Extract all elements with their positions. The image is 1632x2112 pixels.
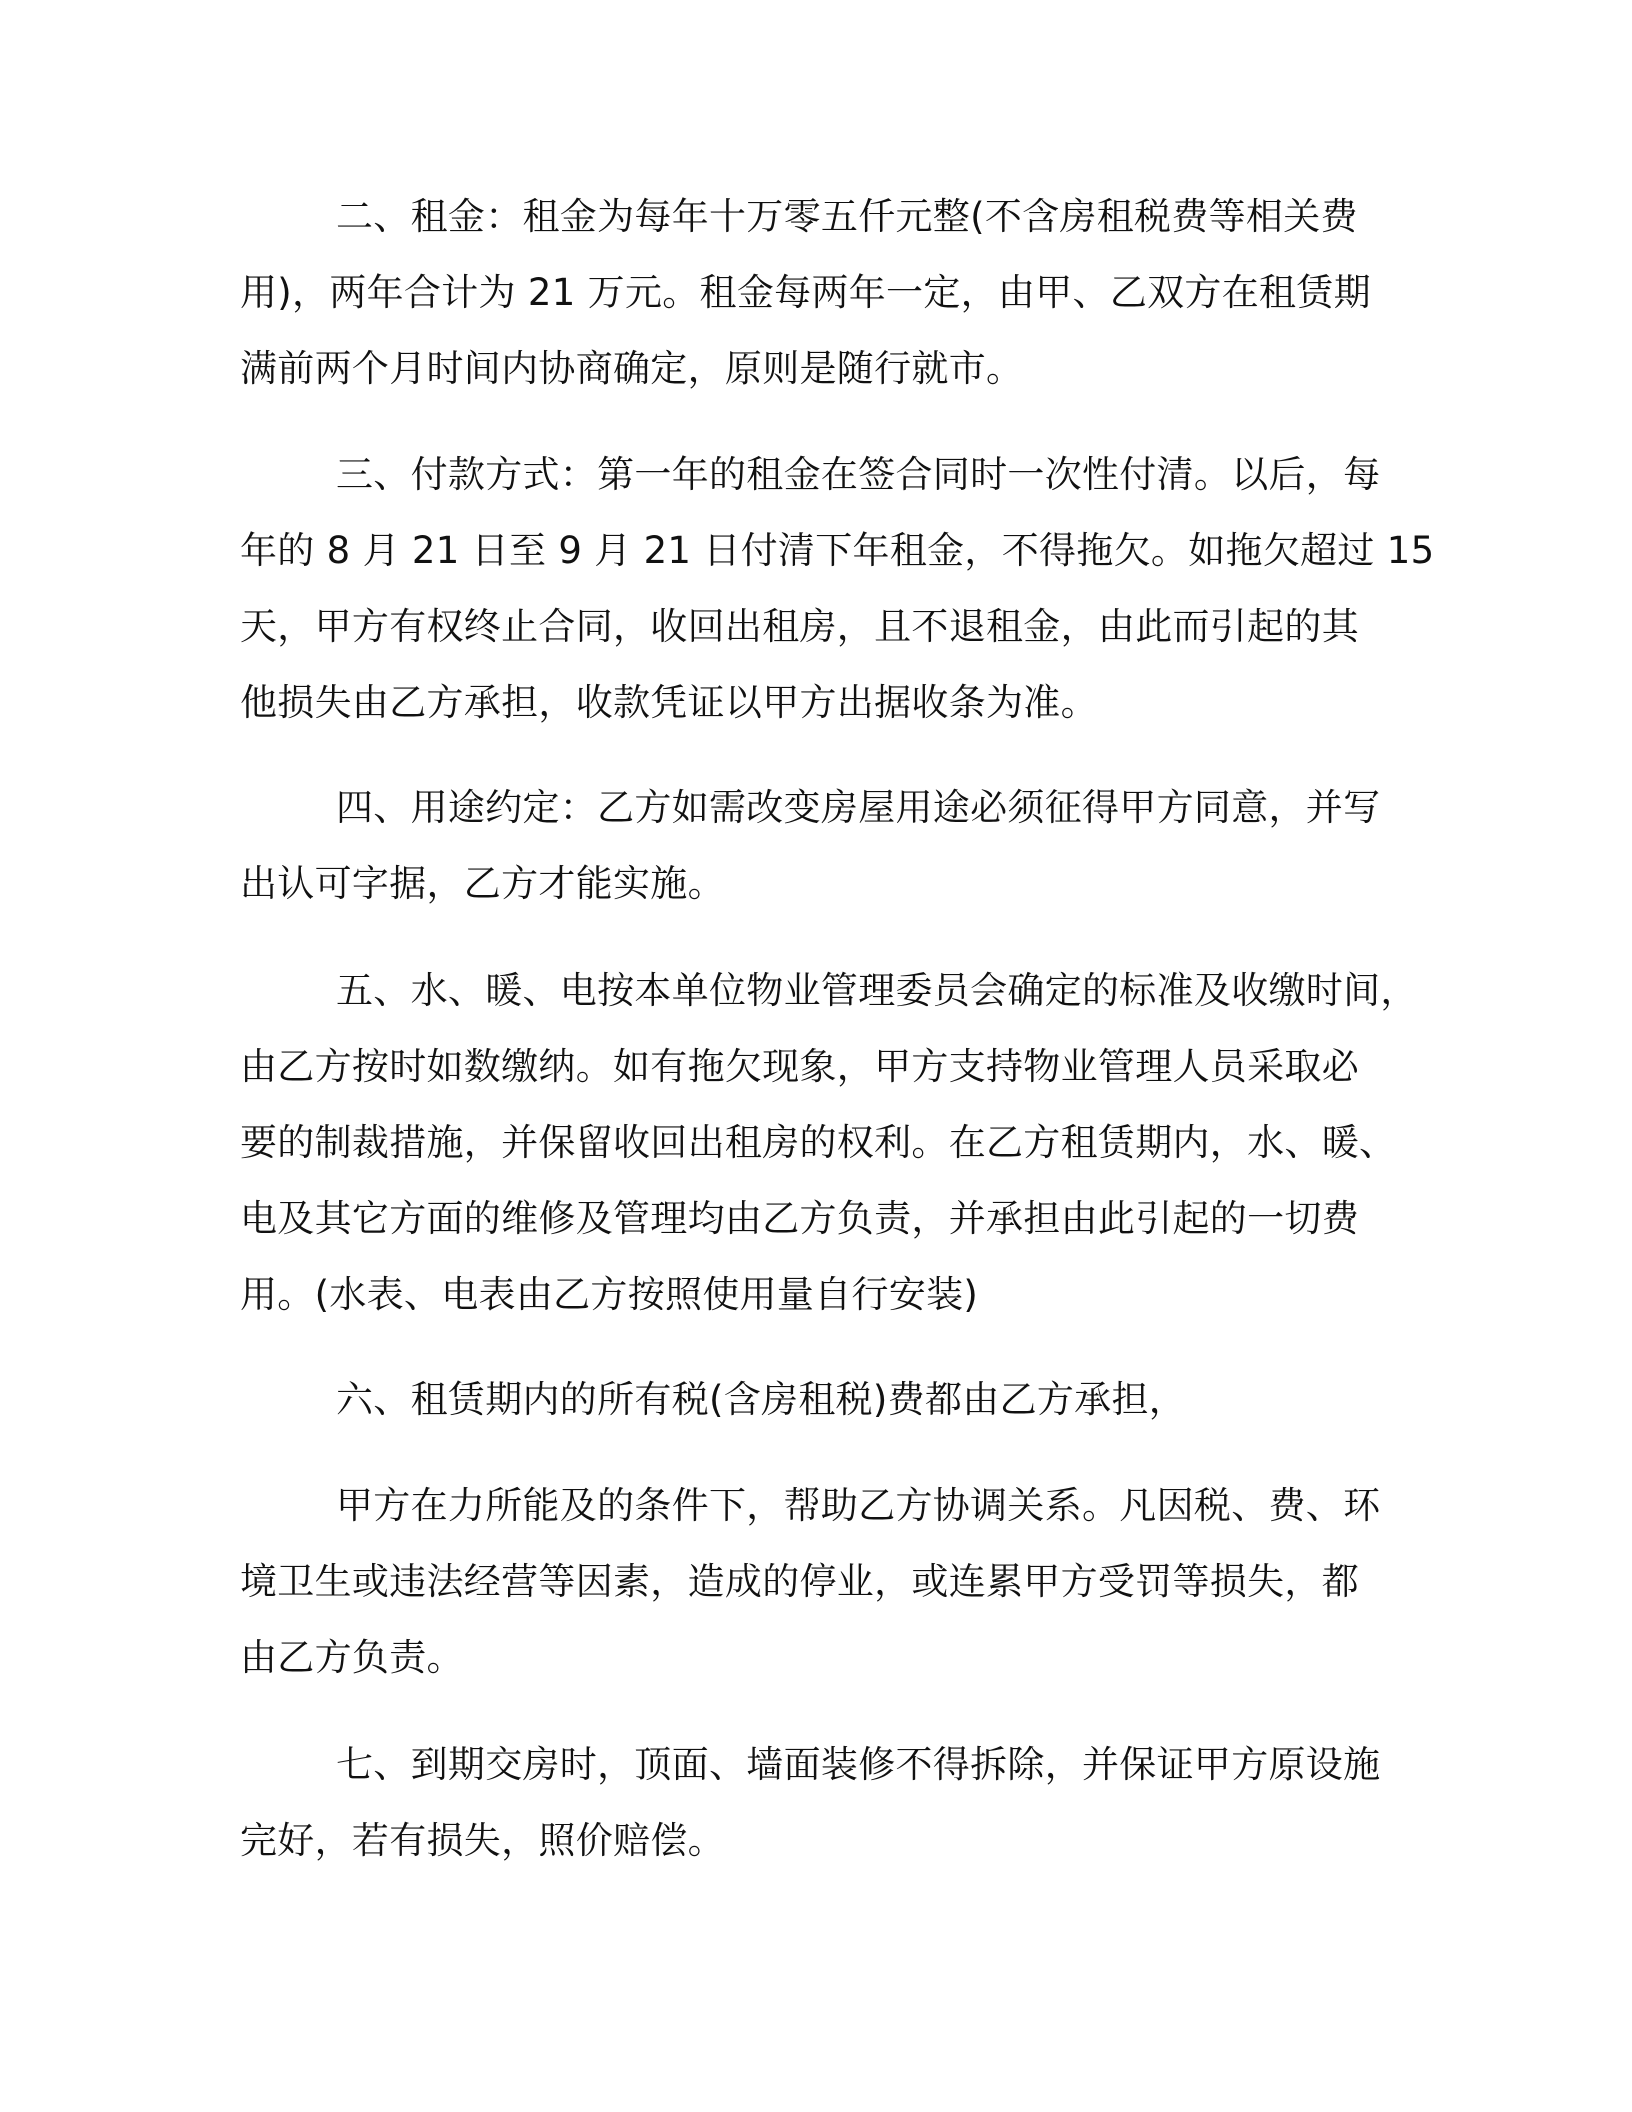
clause-utilities	[240, 953, 1418, 1333]
clause-line: 三、付款方式：第一年的租金在签合同时一次性付清。以后，每	[336, 453, 1381, 496]
clause-line: 二、租金：租金为每年十万零五仟元整(不含房租税费等相关费	[336, 195, 1358, 238]
clause-line: 他损失由乙方承担，收款凭证以甲方出据收条为准。	[240, 681, 1098, 724]
clause-line: 六、租赁期内的所有税(含房租税)费都由乙方承担，	[336, 1378, 1187, 1421]
clause-line: 由乙方按时如数缴纳。如有拖欠现象，甲方支持物业管理人员采取必	[240, 1045, 1359, 1088]
clause-handover	[240, 1727, 1400, 1879]
clause-line: 年的 8 月 21 日至 9 月 21 日付清下年租金，不得拖欠。如拖欠超过 15	[240, 529, 1435, 572]
clause-line: 用)，两年合计为 21 万元。租金每两年一定，由甲、乙双方在租赁期	[240, 271, 1371, 314]
clause-line: 用。(水表、电表由乙方按照使用量自行安装)	[240, 1273, 979, 1316]
clause-payment-method	[240, 437, 1435, 741]
clause-usage	[240, 770, 1400, 922]
clause-rent	[240, 179, 1400, 407]
clause-line: 完好，若有损失，照价赔偿。	[240, 1819, 725, 1862]
clause-line: 五、水、暖、电按本单位物业管理委员会确定的标准及收缴时间，	[336, 969, 1418, 1012]
clause-line: 四、用途约定：乙方如需改变房屋用途必须征得甲方同意，并写	[336, 786, 1381, 829]
clause-line: 由乙方负责。	[240, 1636, 464, 1679]
clause-coordination	[240, 1468, 1400, 1696]
clause-line: 七、到期交房时，顶面、墙面装修不得拆除，并保证甲方原设施	[336, 1743, 1381, 1786]
clause-taxes	[240, 1362, 1400, 1438]
clause-line: 甲方在力所能及的条件下，帮助乙方协调关系。凡因税、费、环	[336, 1484, 1381, 1527]
clause-line: 出认可字据，乙方才能实施。	[240, 862, 725, 905]
clause-line: 电及其它方面的维修及管理均由乙方负责，并承担由此引起的一切费	[240, 1197, 1359, 1240]
clause-line: 要的制裁措施，并保留收回出租房的权利。在乙方租赁期内，水、暖、	[240, 1121, 1397, 1164]
clause-line: 境卫生或违法经营等因素，造成的停业，或连累甲方受罚等损失，都	[240, 1560, 1359, 1603]
clause-line: 满前两个月时间内协商确定，原则是随行就市。	[240, 347, 1024, 390]
clause-line: 天，甲方有权终止合同，收回出租房，且不退租金，由此而引起的其	[240, 605, 1359, 648]
